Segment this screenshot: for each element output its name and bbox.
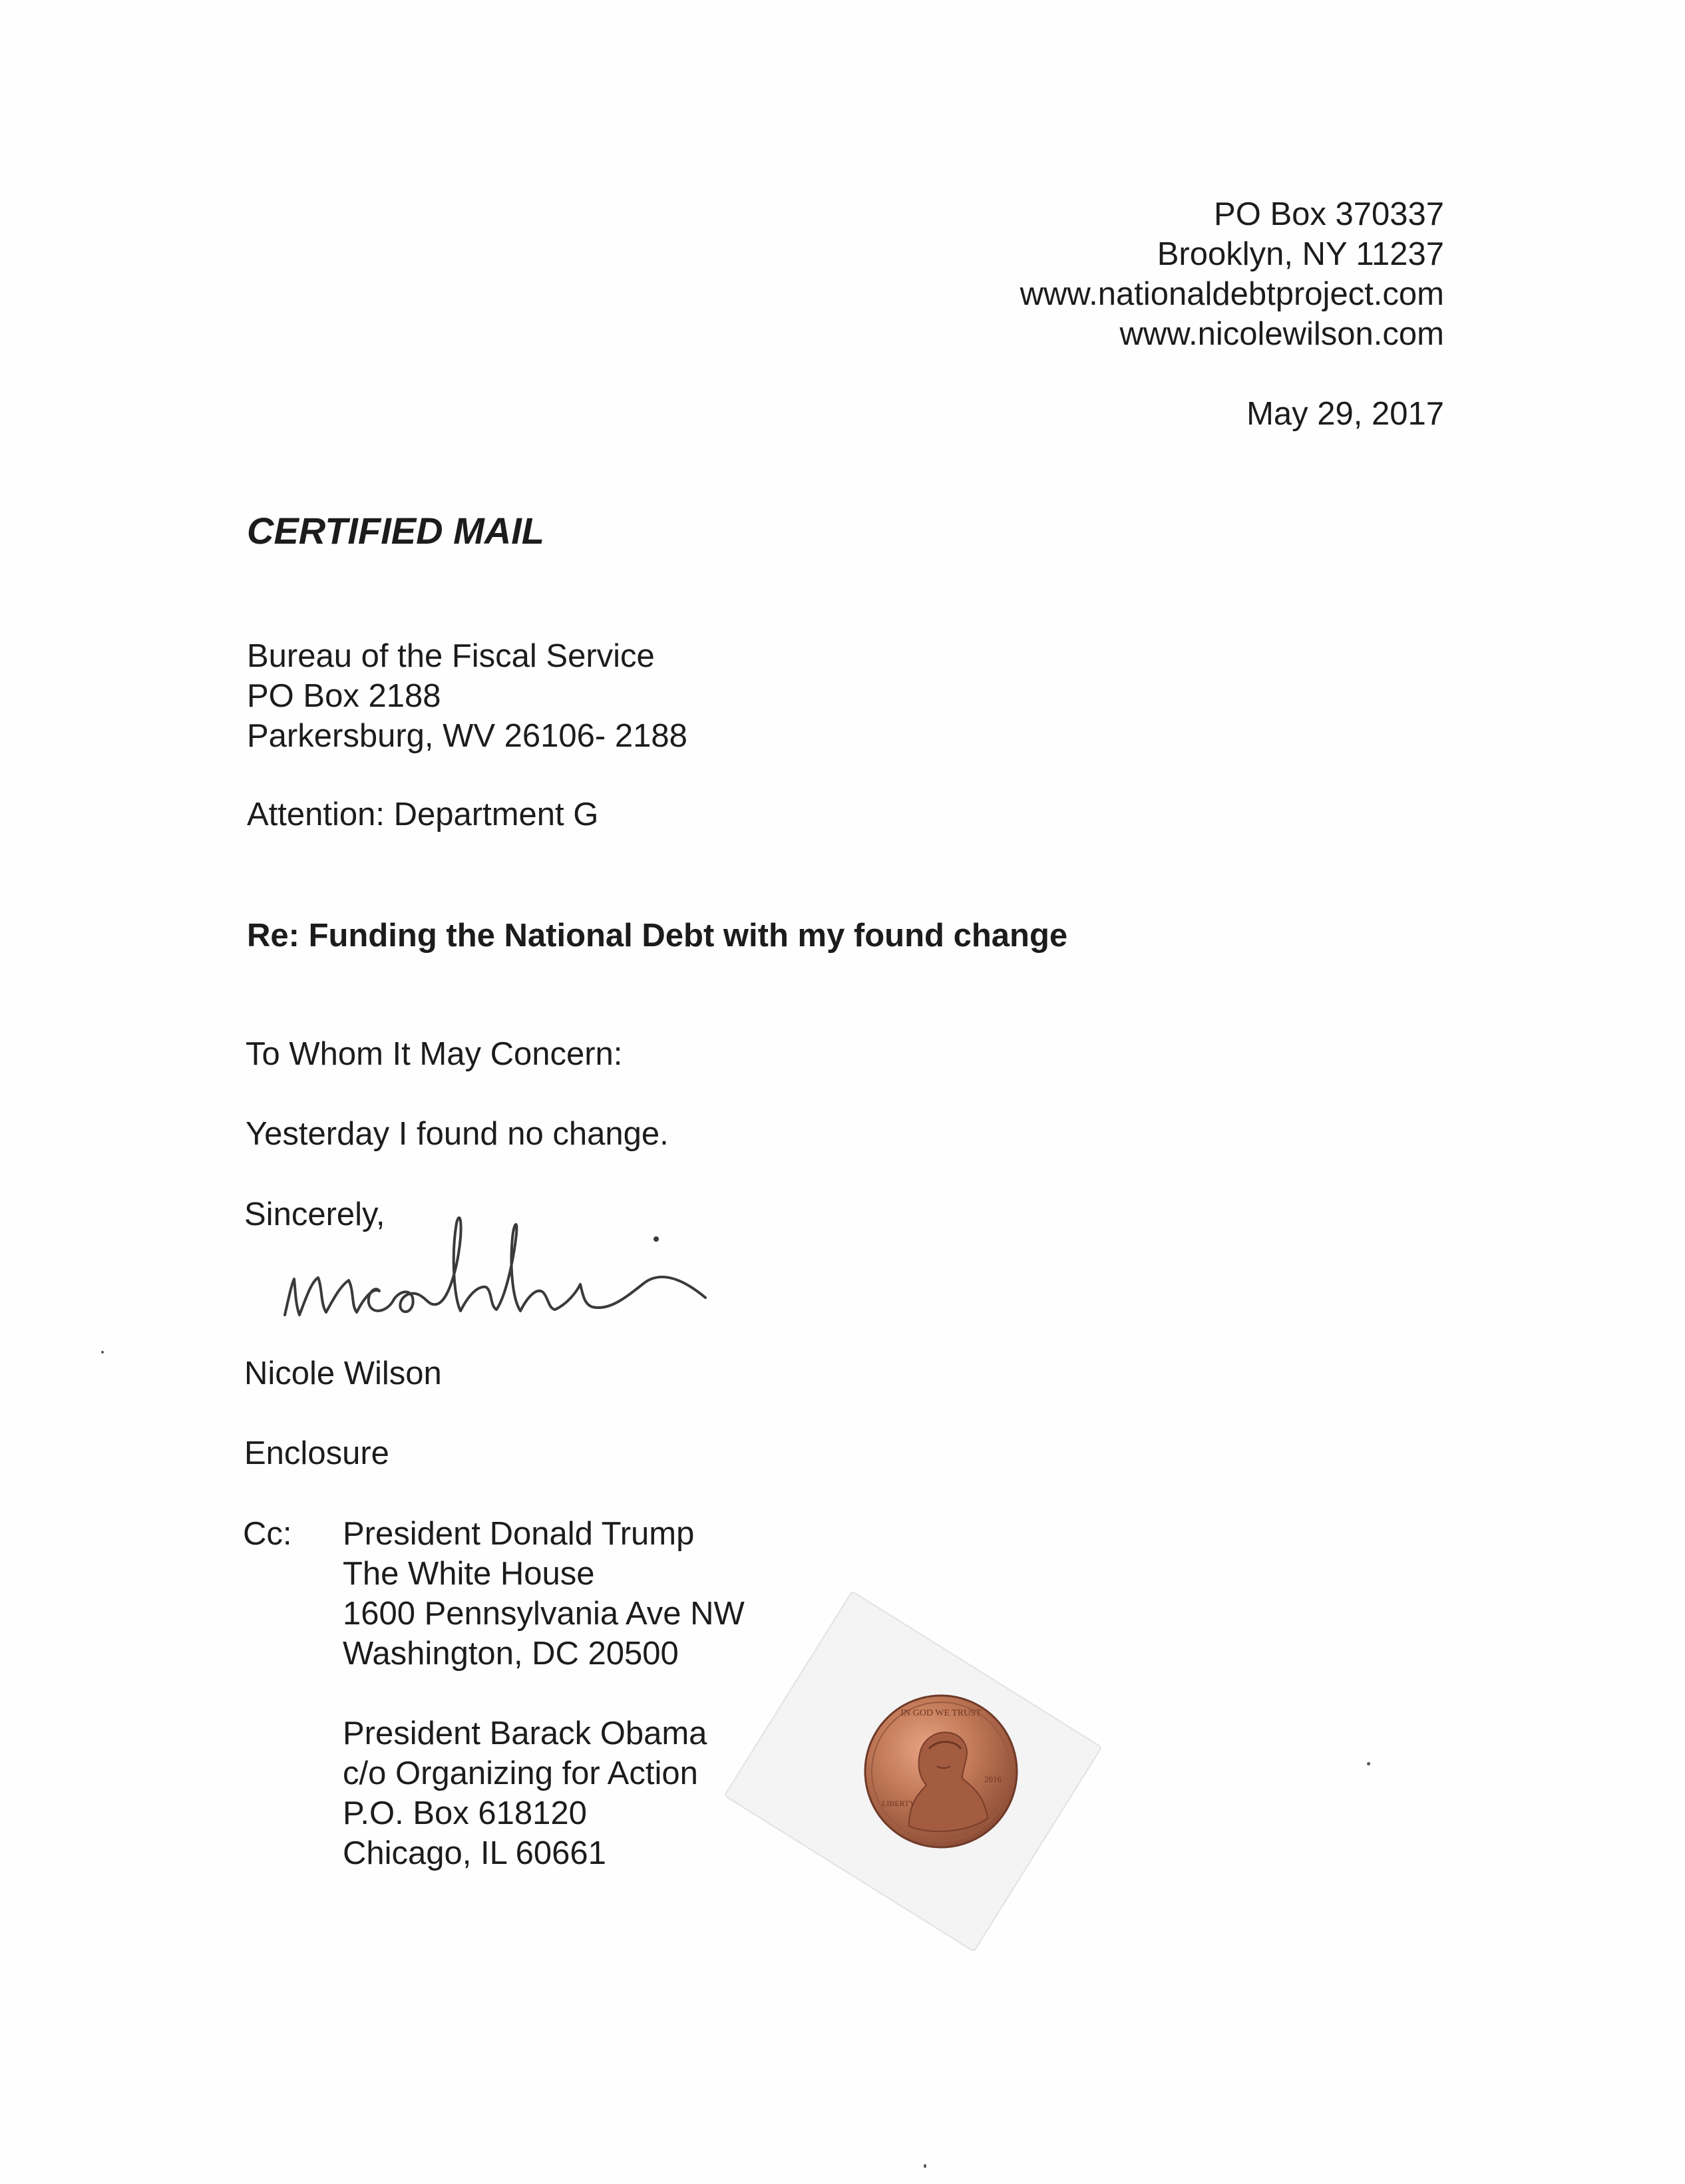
cc-address-line: c/o Organizing for Action (343, 1755, 698, 1791)
paper-speck (924, 2164, 926, 2168)
enclosure-note: Enclosure (244, 1435, 389, 1471)
cc-address-line: Chicago, IL 60661 (343, 1835, 606, 1871)
cc-recipient (343, 1514, 745, 1674)
recipient-address (247, 636, 687, 756)
letter-date: May 29, 2017 (1246, 396, 1444, 432)
signer-name: Nicole Wilson (244, 1356, 442, 1391)
cc-address-line: The White House (343, 1556, 595, 1592)
cc-address-line: P.O. Box 618120 (343, 1795, 587, 1831)
sender-address (1020, 194, 1444, 354)
paper-speck (101, 1351, 104, 1354)
cc-address-line: 1600 Pennsylvania Ave NW (343, 1596, 745, 1632)
cc-address-line: President Donald Trump (343, 1516, 695, 1552)
recipient-address-line: Parkersburg, WV 26106- 2188 (247, 718, 687, 754)
salutation: To Whom It May Concern: (246, 1036, 623, 1072)
cc-address-line: President Barack Obama (343, 1716, 707, 1751)
cc-label: Cc: (243, 1516, 292, 1552)
attention-line: Attention: Department G (247, 797, 599, 832)
subject-line: Re: Funding the National Debt with my found change (247, 918, 1068, 954)
handwritten-signature (280, 1198, 719, 1331)
svg-text:IN GOD WE TRUST: IN GOD WE TRUST (900, 1708, 982, 1718)
cc-address-line: Washington, DC 20500 (343, 1636, 679, 1672)
recipient-address-line: PO Box 2188 (247, 678, 441, 714)
sender-website-line: www.nicolewilson.com (1119, 316, 1444, 352)
mail-type-heading: CERTIFIED MAIL (247, 510, 544, 552)
letter-body: Yesterday I found no change. (246, 1116, 669, 1152)
paper-speck (1367, 1762, 1370, 1765)
sender-website-line: www.nationaldebtproject.com (1020, 276, 1444, 312)
penny-coin-icon (862, 1693, 1020, 1850)
sender-address-line: Brooklyn, NY 11237 (1157, 236, 1444, 272)
cc-recipient (343, 1714, 707, 1873)
recipient-address-line: Bureau of the Fiscal Service (247, 638, 655, 674)
closing: Sincerely, (244, 1196, 385, 1232)
sender-address-line: PO Box 370337 (1214, 196, 1444, 232)
svg-text:2016: 2016 (984, 1774, 1002, 1784)
svg-text:LIBERTY: LIBERTY (882, 1799, 915, 1808)
